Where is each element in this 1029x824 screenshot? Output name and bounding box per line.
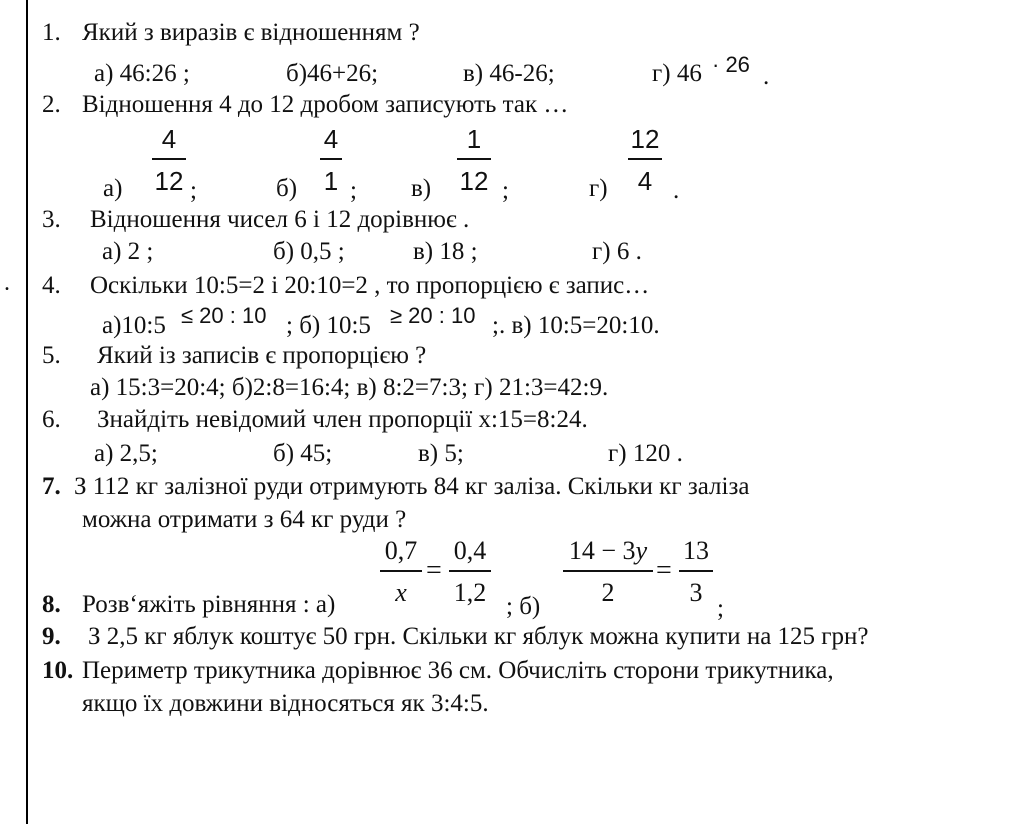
q7-line2: можна отримати з 64 кг руди ?: [82, 506, 407, 533]
q1-option-d-end: .: [763, 63, 770, 90]
fraction-numerator: 1: [466, 124, 482, 154]
fraction-bar: [320, 158, 342, 160]
fraction-numerator: 4: [323, 124, 339, 154]
fraction-bar: [628, 158, 662, 160]
fraction-numerator: 14 − 3y: [568, 536, 648, 565]
fraction-bar: [563, 570, 653, 572]
q8-text: Розв‘яжіть рівняння : а): [82, 591, 336, 618]
q2-text: Відношення 4 до 12 дробом записують так …: [82, 91, 569, 118]
q2-option-b-fraction: [320, 124, 342, 196]
q4-text: Оскільки 10:5=2 і 20:10=2 , то пропорцією є запис…: [90, 272, 650, 299]
q8-b-left-fraction: [563, 536, 653, 608]
q4-option-c: ;. в) 10:5=20:10.: [492, 312, 660, 339]
q3-number: 3.: [42, 206, 61, 233]
fraction-bar: [152, 158, 186, 160]
fraction-numerator: 13: [683, 536, 709, 565]
q2-option-a-label: а): [103, 175, 123, 202]
q4-option-a-relation: ≤ 20 : 10: [181, 303, 267, 328]
q5-text: Який із записів є пропорцією ?: [97, 342, 427, 369]
q3-option-c: в) 18 ;: [413, 238, 478, 265]
q8-end: ;: [717, 595, 724, 622]
q3-text: Відношення чисел 6 і 12 дорівнює .: [90, 206, 470, 233]
q5-number: 5.: [42, 342, 61, 369]
q2-option-c-fraction: [457, 124, 491, 196]
q1-option-d: г) 46: [652, 60, 702, 87]
q2-option-c-label: в): [411, 175, 432, 202]
fraction-denominator: x: [395, 577, 407, 607]
q1-text: Який з виразів є відношенням ?: [82, 19, 420, 46]
q4-option-b-relation: ≥ 20 : 10: [390, 303, 476, 328]
fraction-numerator: 0,4: [453, 536, 487, 565]
q2-option-a-fraction: [152, 124, 186, 196]
fraction-numerator: 12: [630, 124, 660, 154]
q9-number: 9.: [42, 623, 61, 650]
q8-b-right-fraction: [679, 536, 713, 608]
q10-line2: якщо їх довжини відносяться як 3:4:5.: [82, 690, 489, 717]
q9-text: З 2,5 кг яблук коштує 50 грн. Скільки кг яблук можна купити на 125 грн?: [88, 623, 869, 650]
q6-option-a: а) 2,5;: [94, 440, 158, 467]
fraction-denominator: 1,2: [453, 577, 487, 607]
q8-b-equals: =: [656, 555, 672, 586]
fraction-denominator: 1: [323, 165, 339, 196]
q1-number: 1.: [42, 19, 61, 46]
q2-option-b-label: б): [276, 175, 298, 202]
q3-option-d: г) 6 .: [592, 238, 642, 265]
q7-line1: З 112 кг залізної руди отримують 84 кг заліза. Скільки кг заліза: [74, 473, 750, 500]
q8-a-equals: =: [426, 555, 442, 586]
q10-number: 10.: [42, 657, 74, 684]
q10-line1: Периметр трикутника дорівнює 36 см. Обчисліть сторони трикутника,: [82, 657, 834, 684]
fraction-bar: [449, 570, 491, 572]
fraction-bar: [679, 570, 713, 572]
q1-option-b: б)46+26;: [286, 60, 379, 87]
q2-option-b-sep: ;: [350, 177, 357, 204]
q2-number: 2.: [42, 91, 61, 118]
fraction-bar: [457, 158, 491, 160]
q2-option-a-sep: ;: [190, 177, 197, 204]
q4-option-a: а)10:5: [102, 312, 166, 339]
q2-option-d-label: г): [589, 175, 608, 202]
q6-option-d: г) 120 .: [608, 440, 683, 467]
fraction-denominator: 2: [601, 577, 615, 607]
q6-number: 6.: [42, 406, 61, 433]
q2-option-d-fraction: [628, 124, 662, 196]
q6-option-c: в) 5;: [418, 440, 464, 467]
fraction-denominator: 3: [689, 577, 703, 607]
fraction-denominator: 12: [459, 165, 489, 196]
q1-option-d-multiplier: · 26: [712, 52, 750, 77]
q1-option-c: в) 46-26;: [463, 60, 555, 87]
fraction-numerator: 0,7: [384, 536, 418, 565]
q2-option-c-sep: ;: [502, 177, 509, 204]
fraction-denominator: 4: [637, 165, 653, 196]
q4-option-b: ; б) 10:5: [286, 312, 371, 339]
q6-option-b: б) 45;: [273, 440, 333, 467]
q1-option-a: а) 46:26 ;: [94, 60, 190, 87]
q4-number: 4.: [42, 272, 61, 299]
q6-text: Знайдіть невідомий член пропорції х:15=8:24.: [97, 406, 588, 433]
q7-number: 7.: [42, 473, 61, 500]
q2-option-d-end: .: [673, 177, 680, 204]
fraction-denominator: 12: [154, 165, 184, 196]
q3-option-b: б) 0,5 ;: [273, 238, 345, 265]
q8-a-left-fraction: [380, 536, 422, 608]
left-margin-line: [26, 0, 28, 824]
fraction-numerator: 4: [161, 124, 177, 154]
q3-option-a: а) 2 ;: [102, 238, 154, 265]
q5-options: а) 15:3=20:4; б)2:8=16:4; в) 8:2=7:3; г) 21:3=42:9.: [90, 374, 609, 401]
q8-separator: ; б): [506, 593, 541, 620]
margin-mark: .: [4, 270, 10, 296]
fraction-bar: [380, 570, 422, 572]
q8-a-right-fraction: [449, 536, 491, 608]
q8-number: 8.: [42, 591, 61, 618]
